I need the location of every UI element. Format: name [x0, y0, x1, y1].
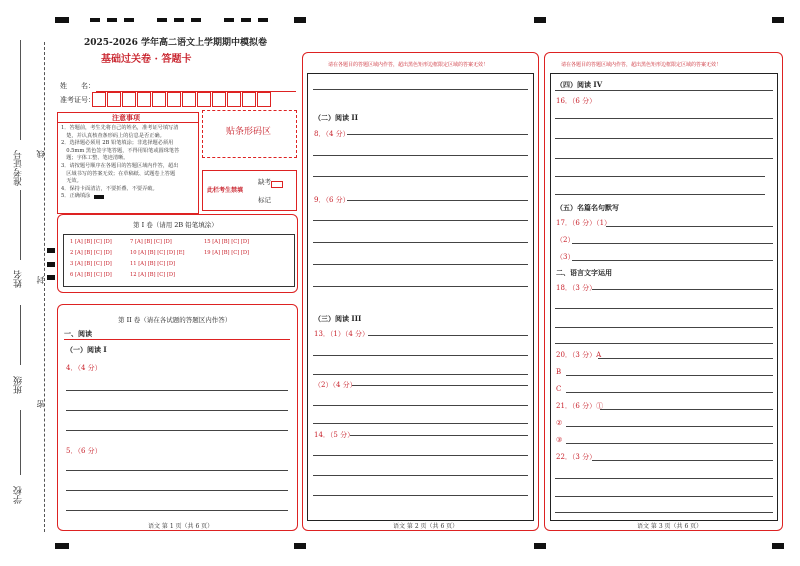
q5-answer-line[interactable]	[66, 510, 288, 511]
reading4-heading: （四）阅读 IV	[556, 80, 603, 89]
page-footer-3: 语文 第 3 页（共 6 页）	[637, 523, 703, 530]
q13b-answer-line[interactable]	[313, 423, 528, 424]
notice-line: 2．选择题必须用 2B 铅笔填涂；非选择题必须用	[61, 140, 174, 147]
q5-answer-line[interactable]	[66, 470, 288, 471]
side-fill-line	[20, 190, 22, 260]
part1-heading: 一、阅读	[64, 329, 92, 338]
q14-answer-line[interactable]	[313, 475, 528, 476]
q8-answer-line[interactable]	[313, 155, 528, 156]
notice-line: 区域书写的答案无效；在草稿纸、试题卷上答题	[61, 170, 176, 177]
mc-item[interactable]: 15 [A] [B] [C] [D]	[204, 239, 250, 245]
timing-mark	[124, 18, 134, 22]
mc-row[interactable]	[130, 260, 175, 269]
section2-title: 第 II 卷（请在各试题的答题区内作答）	[118, 316, 232, 324]
recitation-heading: （五）名篇名句默写	[556, 203, 619, 212]
part2-heading: 二、语言文字运用	[556, 268, 612, 277]
q14-answer-line[interactable]	[350, 435, 528, 436]
binding-line	[44, 42, 45, 532]
q8-answer-line[interactable]	[313, 176, 528, 177]
q9-answer-line[interactable]	[313, 286, 528, 287]
q20-answer-line[interactable]	[598, 358, 773, 359]
exam-no-box[interactable]	[227, 92, 241, 107]
barcode-label: 贴条形码区	[226, 127, 272, 137]
timing-mark	[191, 18, 201, 22]
side-class: 班级	[14, 376, 24, 394]
side-fill-line	[20, 305, 22, 365]
heading-rule	[64, 339, 290, 340]
mc-item[interactable]: 19 [A] [B] [C] [D]	[204, 250, 250, 256]
q20-answer-line[interactable]	[566, 392, 773, 393]
q5-answer-line[interactable]	[66, 490, 288, 491]
q18-answer-line[interactable]	[592, 289, 773, 290]
mc-item[interactable]: 7 [A] [B] [C] [D]	[130, 239, 172, 245]
timing-mark	[174, 18, 184, 22]
notice-line: 3．请按题号顺序在各题目的答题区域内作答，超出	[61, 162, 179, 169]
side-exam-no: 准考证号	[14, 150, 24, 186]
timing-mark	[55, 17, 69, 23]
absent-label: 此栏考生禁填	[207, 187, 244, 194]
q16-label: 16．（6 分）	[556, 97, 597, 105]
exam-no-box[interactable]	[197, 92, 211, 107]
q13b-label: （2）（4 分）	[314, 381, 357, 389]
card-subtitle: 基础过关卷 · 答题卡	[101, 54, 192, 65]
q14-answer-line[interactable]	[313, 455, 528, 456]
mc-row[interactable]	[70, 249, 112, 258]
reading3-heading: （三）阅读 III	[314, 314, 362, 323]
absent-mark-2: 标记	[258, 196, 271, 204]
side-name: 姓名	[14, 270, 24, 288]
q13b-answer-line[interactable]	[352, 385, 528, 386]
q17-1-label: 17．（6 分）（1）	[556, 219, 612, 227]
q20b-label: B	[556, 368, 562, 376]
q17-answer-line[interactable]	[572, 243, 773, 244]
q21-answer-line[interactable]	[566, 443, 773, 444]
mc-item[interactable]: 3 [A] [B] [C] [D]	[70, 261, 112, 267]
absent-checkbox[interactable]	[271, 181, 283, 188]
filled-sample-mark	[94, 195, 104, 199]
exam-no-box[interactable]	[137, 92, 151, 107]
exam-no-box[interactable]	[167, 92, 181, 107]
q9-answer-line[interactable]	[347, 200, 528, 201]
q16-answer-line[interactable]	[555, 118, 773, 119]
timing-mark	[90, 18, 100, 22]
timing-mark	[55, 543, 69, 549]
q21-1-label: 21．（6 分）①	[556, 402, 604, 410]
mc-item[interactable]: 11 [A] [B] [C] [D]	[130, 261, 176, 267]
q13a-label: 13．（1）（4 分）	[314, 330, 370, 338]
mc-row[interactable]	[130, 238, 172, 247]
timing-mark	[224, 18, 234, 22]
mc-item[interactable]: 1 [A] [B] [C] [D]	[70, 239, 112, 245]
q4-answer-line[interactable]	[66, 410, 288, 411]
exam-no-box[interactable]	[182, 92, 196, 107]
timing-mark	[294, 17, 306, 23]
exam-no-label: 准考证号：	[60, 96, 95, 104]
mc-row[interactable]	[204, 238, 249, 247]
col2-warning: 请在各题目的答题区域内作答，超出黑色矩形边框限定区域的答案无效！	[328, 62, 489, 68]
q5-label: 5．（6 分）	[66, 447, 102, 455]
q18-answer-line[interactable]	[555, 343, 773, 344]
q16-answer-line[interactable]	[555, 158, 773, 159]
mc-item[interactable]: 2 [A] [B] [C] [D]	[70, 250, 112, 256]
notice-line	[61, 193, 179, 201]
q4-label: 4．（4 分）	[66, 364, 102, 372]
timing-mark	[772, 17, 784, 23]
q21-answer-line[interactable]	[566, 426, 773, 427]
q9-label: 9．（6 分）	[314, 196, 350, 204]
q8-answer-line[interactable]	[347, 134, 528, 135]
col2-rule	[313, 89, 528, 90]
page-footer-2: 语文 第 2 页（共 6 页）	[393, 523, 459, 530]
q13a-answer-line[interactable]	[368, 335, 528, 336]
reading2-heading: （二）阅读 II	[314, 113, 358, 122]
timing-mark	[258, 18, 268, 22]
exam-no-box[interactable]	[242, 92, 256, 107]
side-fill-line	[20, 410, 22, 475]
notice-line: 1．答题前，考生先将自己的姓名，准考证号填写清	[61, 125, 179, 131]
page-footer-1: 语文 第 1 页（共 6 页）	[148, 523, 214, 530]
q8-label: 8．（4 分）	[314, 130, 350, 138]
mc-row[interactable]	[130, 249, 185, 258]
q13a-answer-line[interactable]	[313, 355, 528, 356]
q18-answer-line[interactable]	[555, 308, 773, 309]
timing-mark	[772, 543, 784, 549]
mc-item[interactable]: 6 [A] [B] [C] [D]	[70, 272, 112, 278]
timing-mark	[47, 262, 55, 267]
mc-item[interactable]: 12 [A] [B] [C] [D]	[130, 272, 176, 278]
exam-no-box[interactable]	[152, 92, 166, 107]
q17-answer-line[interactable]	[572, 260, 773, 261]
q18-label: 18．（3 分）	[556, 284, 597, 292]
side-school: 学校	[14, 486, 24, 504]
mc-row[interactable]	[130, 271, 175, 280]
exam-no-boxes[interactable]	[92, 92, 272, 107]
q21-2-label: ②	[556, 419, 563, 427]
exam-no-box[interactable]	[92, 92, 106, 107]
name-label: 姓 名：	[60, 82, 95, 90]
q20c-label: C	[556, 385, 562, 393]
col3-warning: 请在各题目的答题区域内作答，超出黑色矩形边框限定区域的答案无效！	[561, 62, 722, 68]
q22-answer-line[interactable]	[555, 478, 773, 479]
q16-answer-line[interactable]	[555, 176, 765, 177]
q21-3-label: ③	[556, 436, 563, 444]
q22-label: 22．（3 分）	[556, 453, 597, 461]
mc-row[interactable]	[70, 238, 112, 247]
mc-row[interactable]	[70, 260, 112, 269]
q14-label: 14．（5 分）	[314, 431, 355, 439]
exam-title: 2025-2026 学年高二语文上学期期中模拟卷	[84, 38, 267, 48]
notice-line: 4．保持卡面清洁，不要折叠、不要弄破。	[61, 185, 158, 192]
side-fill-line	[20, 40, 22, 140]
q20-answer-line[interactable]	[566, 375, 773, 376]
mc-row[interactable]	[204, 249, 249, 258]
q4-answer-line[interactable]	[66, 390, 288, 391]
q22-answer-line[interactable]	[592, 460, 773, 461]
exam-no-box[interactable]	[212, 92, 226, 107]
timing-mark	[47, 248, 55, 253]
mc-row[interactable]	[70, 271, 112, 280]
notice-line: 0.5mm 黑色签字笔答题，不得用铅笔或圆珠笔答	[61, 147, 180, 154]
q4-answer-line[interactable]	[66, 430, 288, 431]
absent-mark-1: 缺考	[258, 178, 271, 186]
seal-mark-line: 线	[36, 150, 45, 158]
exam-no-box[interactable]	[107, 92, 121, 107]
q17-2-label: （2）	[556, 236, 575, 244]
notice-title: 注意事项	[112, 113, 140, 122]
q17-3-label: （3）	[556, 253, 575, 261]
q13a-answer-line[interactable]	[313, 374, 528, 375]
q9-answer-line[interactable]	[313, 220, 528, 221]
q9-answer-line[interactable]	[313, 242, 528, 243]
notice-line-text: 5．正确填涂	[61, 193, 91, 200]
timing-mark	[534, 543, 546, 549]
notice-line: 题；字体工整、笔迹清晰。	[61, 155, 129, 162]
notice-line: 楚，并认真核查条形码上的信息是否正确。	[61, 132, 165, 139]
notice-line: 无效。	[61, 178, 82, 185]
seal-mark-close: 密	[36, 400, 45, 408]
q22-answer-line[interactable]	[555, 496, 773, 497]
timing-mark	[534, 17, 546, 23]
q17-answer-line[interactable]	[606, 226, 773, 227]
mc-item[interactable]: 10 [A] [B] [C] [D] [E]	[130, 250, 185, 256]
reading1-heading: （一）阅读 I	[66, 345, 107, 354]
q18-answer-line[interactable]	[555, 327, 773, 328]
exam-no-box[interactable]	[257, 92, 271, 107]
timing-mark	[241, 18, 251, 22]
q21-answer-line[interactable]	[600, 409, 773, 410]
timing-mark	[294, 543, 306, 549]
col2-answer-frame	[307, 73, 534, 521]
section1-title: 第 I 卷（请用 2B 铅笔填涂）	[133, 221, 218, 229]
q16-answer-line[interactable]	[555, 194, 765, 195]
q13b-answer-line[interactable]	[313, 405, 528, 406]
q16-answer-line[interactable]	[555, 138, 773, 139]
q9-answer-line[interactable]	[313, 264, 528, 265]
q20a-label: 20．（3 分）A	[556, 351, 602, 359]
timing-mark	[157, 18, 167, 22]
col3-rule	[555, 90, 773, 91]
timing-mark	[107, 18, 117, 22]
q22-answer-line[interactable]	[555, 512, 773, 513]
seal-mark-seal: 封	[36, 276, 45, 284]
q14-answer-line[interactable]	[313, 495, 528, 496]
notice-list	[61, 125, 179, 201]
timing-mark	[47, 275, 55, 280]
exam-no-box[interactable]	[122, 92, 136, 107]
